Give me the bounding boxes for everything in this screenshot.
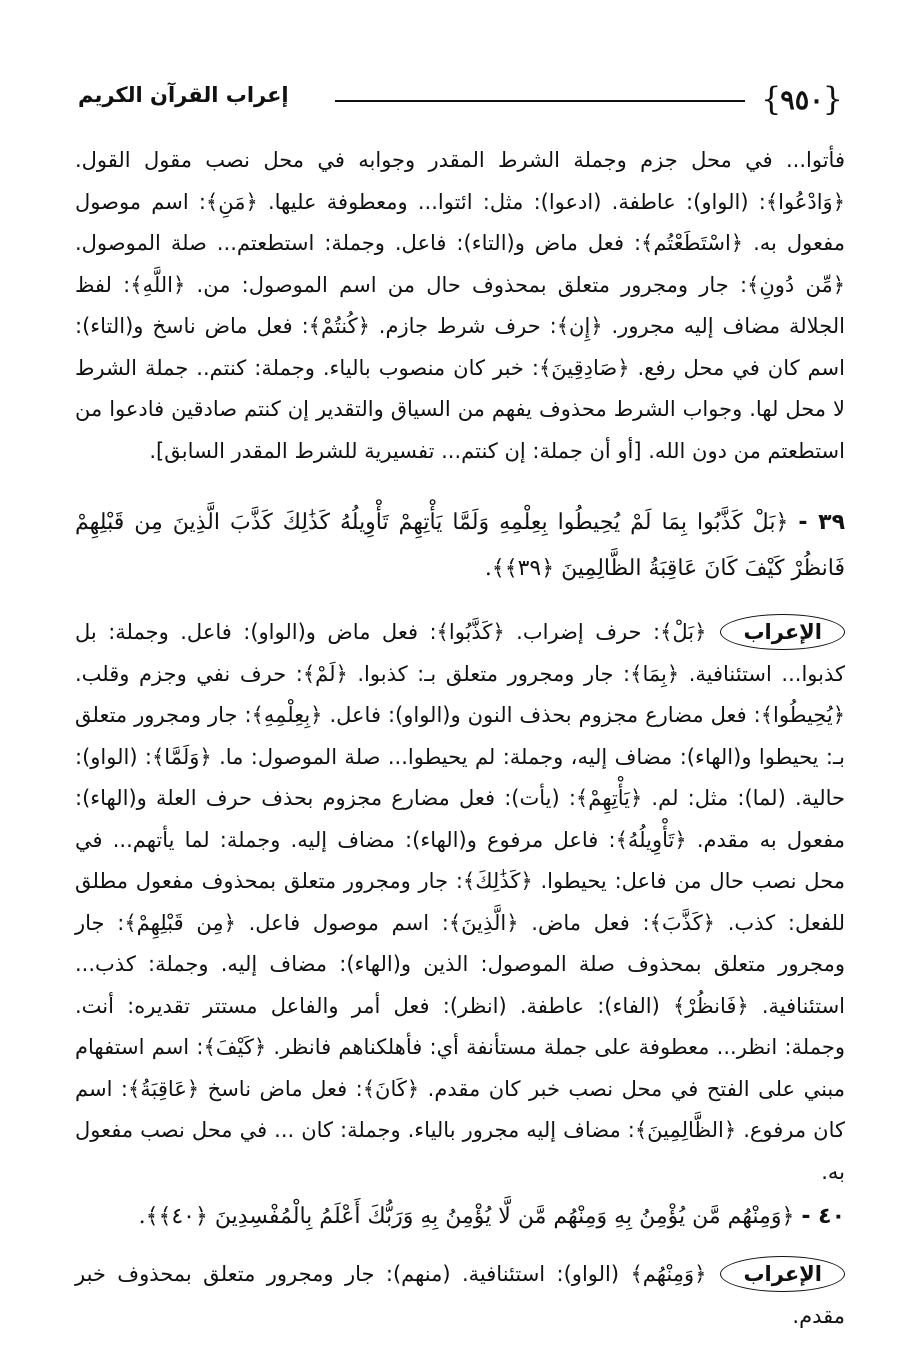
irab-body: ﴿بَلْ﴾: حرف إضراب. ﴿كَذَّبُوا﴾: فعل ماض و(الواو): فاعل. وجملة: بل كذبوا... استئنافية. ﴿بِمَا﴾: جار ومجرور متعلق بـ: كذبوا. ﴿لَمْ﴾: حرف نفي وجزم وقلب. ﴿يُحِيطُوا﴾: فعل مضارع مجزوم بحذف النون و(الواو): فاعل. ﴿بِعِلْمِهِ﴾: جار ومجرور متعلق بـ: يحيطوا و(الهاء): مضاف إليه، وجملة: لم يحيطوا... صلة الموصول: ما. ﴿وَلَمَّا﴾: (الواو): حالية. (لما): مثل: لم. ﴿يَأْتِهِمْ﴾: (يأت): فعل مضارع مجزوم بحذف حرف العلة و(الهاء): مفعول به مقدم. ﴿تَأْوِيلُهُ﴾: فاعل مرفوع و(الهاء): مضاف إليه. وجملة: لما يأتهم... في محل نصب حال من فاعل: يحيطوا. ﴿كَذَٰلِكَ﴾: جار ومجرور متعلق بمحذوف مفعول مطلق للفعل: كذب. ﴿كَذَّبَ﴾: فعل ماض. ﴿الَّذِينَ﴾: اسم موصول فاعل. ﴿مِن قَبْلِهِمْ﴾: جار ومجرور متعلق بمحذوف صلة الموصول: الذين و(الهاء): مضاف إليه. وجملة: كذب... استئنافية. ﴿فَانظُرْ﴾ (الفاء): عاطفة. (انظر): فعل أمر والفاعل مستتر تقديره: أنت. وجملة: انظر... معطوفة على جملة مستأنفة أي: فأهلكناهم فانظر. ﴿كَيْفَ﴾: اسم استفهام مبني على الفتح في محل نصب خبر كان مقدم. ﴿كَانَ﴾: فعل ماض ناسخ ﴿عَاقِبَةُ﴾: اسم كان مرفوع. ﴿الظَّالِمِينَ﴾: مضاف إليه مجرور بالياء. وجملة: كان ... في محل نصب مفعول به. [75, 620, 845, 1184]
verse-39 [75, 500, 845, 592]
header-rule [335, 100, 745, 102]
verse-quran-text: ﴿بَلْ كَذَّبُوا بِمَا لَمْ يُحِيطُوا بِعِلْمِهِ وَلَمَّا يَأْتِهِمْ تَأْوِيلُهُ كَذَٰلِكَ كَذَّبَ الَّذِينَ مِن قَبْلِهِمْ فَانظُرْ كَيْفَ كَانَ عَاقِبَةُ الظَّالِمِينَ ﴿٣٩﴾﴾. [75, 510, 845, 581]
verse-text [75, 500, 845, 592]
verse-number: ٣٩ - [798, 510, 846, 535]
irab-section-39 [75, 612, 845, 1193]
verse-number: ٤٠ - [801, 1204, 845, 1229]
page-header [70, 78, 845, 122]
irab-text [75, 612, 845, 1193]
verse-40 [75, 1194, 845, 1240]
verse-quran-text: ﴿وَمِنْهُم مَّن يُؤْمِنُ بِهِ وَمِنْهُم مَّن لَّا يُؤْمِنُ بِهِ وَرَبُّكَ أَعْلَمُ بِالْمُفْسِدِينَ ﴿٤٠﴾﴾. [138, 1204, 795, 1229]
irab-section-40 [75, 1254, 845, 1337]
irab-body: ﴿وَمِنْهُم﴾ (الواو): استئنافية. (منهم): جار ومجرور متعلق بمحذوف خبر مقدم. [75, 1262, 845, 1328]
verse-text [75, 1194, 845, 1240]
irab-text: فأتوا... في محل جزم وجملة الشرط المقدر وجوابه في محل نصب مقول القول. ﴿وَادْعُوا﴾: (الواو): عاطفة. (ادعوا): مثل: ائتوا... ومعطوفة عليها. ﴿مَنِ﴾: اسم موصول مفعول به. ﴿اسْتَطَعْتُم﴾: فعل ماض و(التاء): فاعل. وجملة: استطعتم... صلة الموصول. ﴿مِّن دُونِ﴾: جار ومجرور متعلق بمحذوف حال من اسم الموصول: من. ﴿اللَّهِ﴾: لفظ الجلالة مضاف إليه مجرور. ﴿إِن﴾: حرف شرط جازم. ﴿كُنتُمْ﴾: فعل ماض ناسخ و(التاء): اسم كان في محل رفع. ﴿صَادِقِينَ﴾: خبر كان منصوب بالياء. وجملة: كنتم.. جملة الشرط لا محل لها. وجواب الشرط محذوف يفهم من السياق والتقدير إن كنتم صادقين فادعوا من استطعتم من دون الله. [أو أن جملة: إن كنتم... تفسيرية للشرط المقدر السابق]. [75, 148, 845, 463]
irab-label: الإعراب [720, 1256, 845, 1292]
irab-label: الإعراب [720, 614, 845, 650]
paragraph-continuation [75, 140, 845, 472]
irab-text [75, 1254, 845, 1337]
book-title: إعراب القرآن الكريم [78, 83, 289, 107]
page-number: { ٩٥٠ } [759, 78, 845, 122]
